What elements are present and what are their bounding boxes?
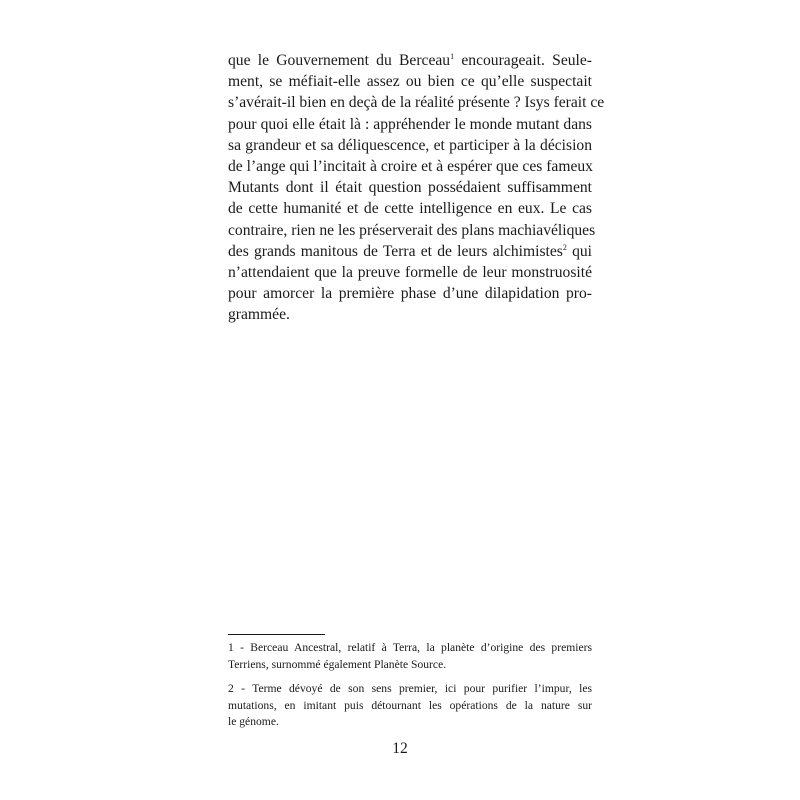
text-line: de cette humanité et de cette intelligence en eux. Le cas [228,200,592,218]
text-line: grammée. [228,306,290,324]
text-segment: des grands manitous de Terra et de leurs alchimistes [228,242,563,260]
footnote-line: le génome. [228,715,279,729]
footnote-line: 2 - Terme dévoyé de son sens premier, ici pour purifier l’impur, les [228,682,592,696]
text-line: de l’ange qui l’incitait à croire et à espérer que ces fameux [228,157,593,175]
footnote-marker-2: 2 [562,242,567,252]
footnote-1 [228,640,592,673]
text-line: n’attendaient que la preuve formelle de leur monstruosité [228,263,592,281]
footnotes [228,640,592,739]
footnote-separator [228,634,325,635]
body-paragraph [228,50,605,325]
footnote-line: Terriens, surnommé également Planète Source. [228,657,447,671]
footnote-line: 1 - Berceau Ancestral, relatif à Terra, la planète d’origine des premiers [228,641,592,654]
text-line: sa grandeur et sa déliquescence, et participer à la décision [228,136,592,154]
text-line: s’avérait-il bien en deçà de la réalité présente ? Isys ferait ce [228,94,605,112]
text-line: pour quoi elle était là : appréhender le monde mutant dans [228,115,592,133]
text-line: contraire, rien ne les préserverait des plans machiavéliques [228,221,596,239]
text-line: ment, se méfiait-elle assez ou bien ce qu’elle suspectait [228,73,592,91]
page-number: 12 [392,740,408,757]
footnote-marker-1: 1 [450,52,455,61]
footnote-2 [228,681,592,731]
text-line: Mutants dont il était question possédaient suffisamment [228,179,592,197]
text-line [228,241,592,262]
text-segment: encourageait. Seule- [454,52,592,69]
text-segment: qui [566,242,593,260]
text-line [228,50,592,71]
footnote-line: mutations, en imitant puis détournant les opérations de la nature sur [228,698,592,712]
text-line: pour amorcer la première phase d’une dilapidation pro- [228,285,592,303]
text-segment: que le Gouvernement du Berceau [228,52,451,69]
